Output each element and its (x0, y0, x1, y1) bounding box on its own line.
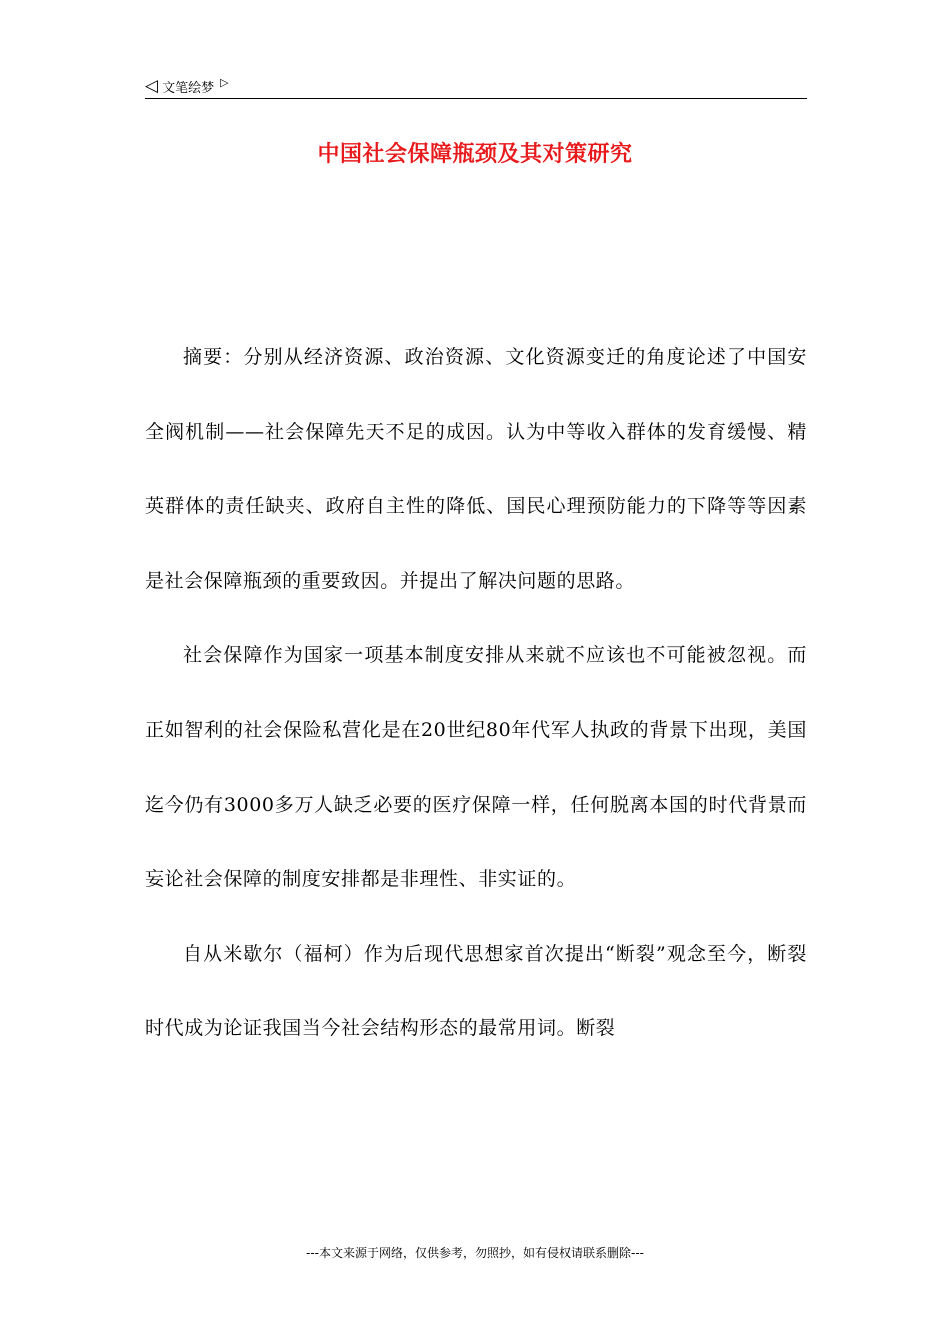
document-title: 中国社会保障瓶颈及其对策研究 (317, 141, 633, 167)
triangle-right-icon: ▷ (220, 76, 229, 89)
document-body (145, 320, 807, 1066)
header-brand: 文笔绘梦 (162, 80, 215, 96)
paragraph-abstract: 摘要：分别从经济资源、政治资源、文化资源变迁的角度论述了中国安全阀机制——社会保障先天不足的成因。认为中等收入群体的发育缓慢、精英群体的责任缺夹、政府自主性的降低、国民心理预防能力的下降等等因素是社会保障瓶颈的重要致因。并提出了解决问题的思路。 (145, 346, 807, 592)
triangle-left-icon: ◁ (145, 76, 159, 96)
paragraph-2: 社会保障作为国家一项基本制度安排从来就不应该也不可能被忽视。而正如智利的社会保险私营化是在20世纪80年代军人执政的背景下出现，美国迄今仍有3000多万人缺乏必要的医疗保障一样，任何脱离本国的时代背景而妄论社会保障的制度安排都是非理性、非实证的。 (145, 644, 807, 891)
page-header (145, 74, 807, 99)
page-footer: ---本文来源于网络，仅供参考，勿照抄，如有侵权请联系删除--- (306, 1246, 644, 1260)
paragraph-3: 自从米歇尔（福柯）作为后现代思想家首次提出“断裂”观念至今，断裂时代成为论证我国当今社会结构形态的最常用词。断裂 (145, 942, 807, 1040)
